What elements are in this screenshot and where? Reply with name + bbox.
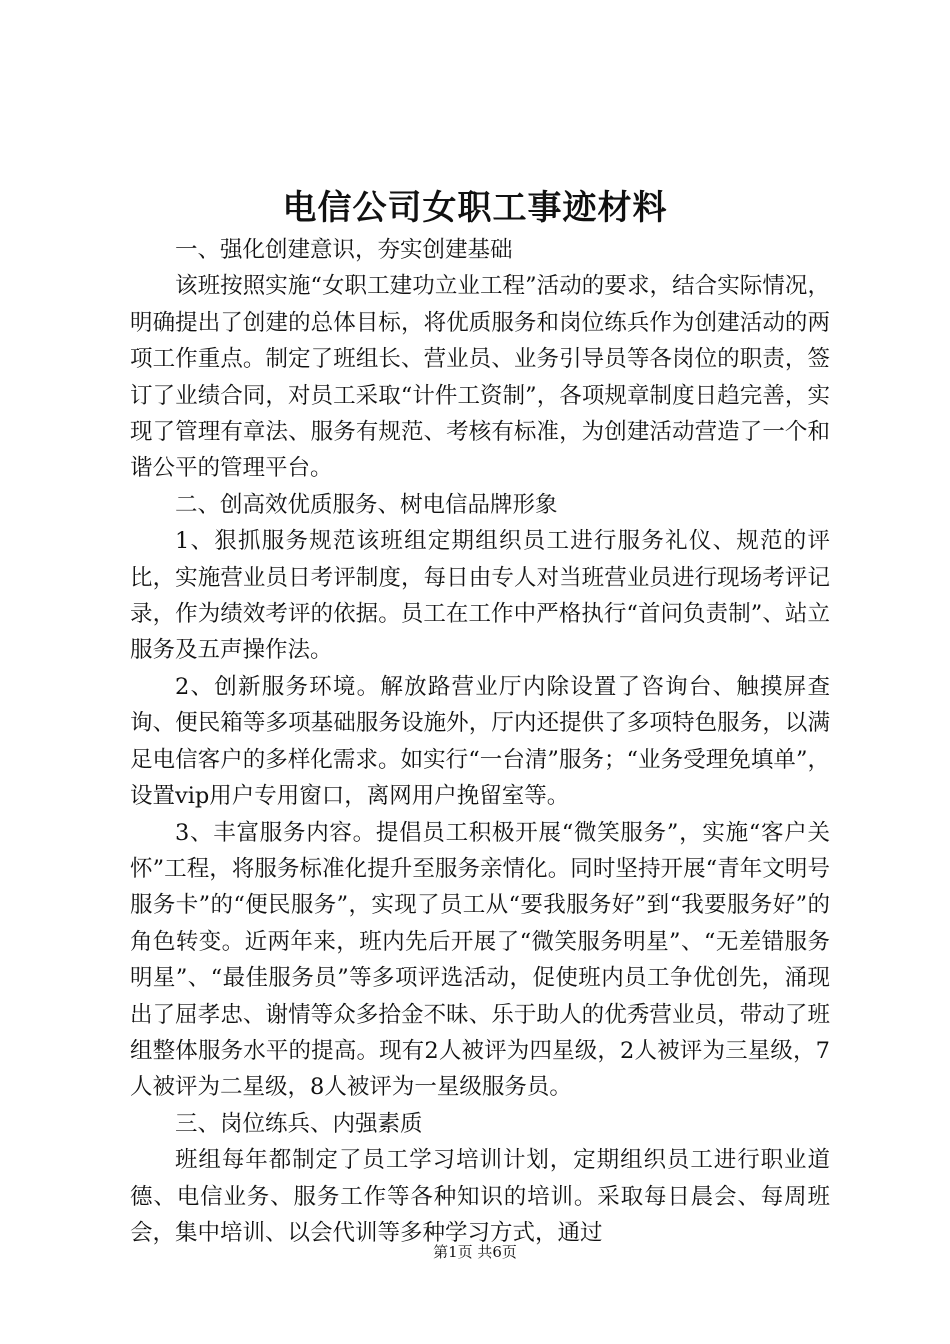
section-heading-3: 三、岗位练兵、内强素质 (175, 1110, 423, 1137)
document-title: 电信公司女职工事迹材料 (282, 188, 668, 228)
paragraph-5: 班组每年都制定了员工学习培训计划，定期组织员工进行职业道德、电信业务、服务工作等各种知识的培训。采取每日晨会、每周班会，集中培训、以会代训等多种学习方式，通过 (130, 1147, 830, 1246)
section-heading-1: 一、强化创建意识，夯实创建基础 (175, 237, 513, 263)
paragraph-1: 该班按照实施“女职工建功立业工程”活动的要求，结合实际情况，明确提出了创建的总体目标，将优质服务和岗位练兵作为创建活动的两项工作重点。制定了班组长、营业员、业务引导员等各岗位的职责，签订了业绩合同，对员工采取“计件工资制”，各项规章制度日趋完善，实现了管理有章法、服务有规范、考核有标准，为创建活动营造了一个和谐公平的管理平台。 (130, 273, 830, 482)
paragraph-4: 3、丰富服务内容。提倡员工积极开展“微笑服务”，实施“客户关怀”工程，将服务标准化提升至服务亲情化。同时坚持开展“青年文明号服务卡”的“便民服务”，实现了员工从“要我服务好”到“我要服务好”的角色转变。近两年来，班内先后开展了“微笑服务明星”、“无差错服务明星”、“最佳服务员”等多项评选活动，促使班内员工争优创先，涌现出了屈孝忠、谢情等众多拾金不昧、乐于助人的优秀营业员，带动了班组整体服务水平的提高。现有2人被评为四星级，2人被评为三星级，7人被评为二星级，8人被评为一星级服务员。 (130, 819, 830, 1101)
page-number-footer: 第1页 共6页 (433, 1243, 517, 1261)
section-heading-2: 二、创高效优质服务、树电信品牌形象 (175, 491, 558, 518)
document-body (130, 232, 830, 1251)
paragraph-2: 1、狠抓服务规范该班组定期组织员工进行服务礼仪、规范的评比，实施营业员日考评制度，每日由专人对当班营业员进行现场考评记录，作为绩效考评的依据。员工在工作中严格执行“首问负责制”、站立服务及五声操作法。 (130, 528, 830, 664)
paragraph-3: 2、创新服务环境。解放路营业厅内除设置了咨询台、触摸屏查询、便民箱等多项基础服务设施外，厅内还提供了多项特色服务，以满足电信客户的多样化需求。如实行“一台清”服务；“业务受理免填单”，设置vip用户专用窗口，离网用户挽留室等。 (130, 673, 830, 810)
